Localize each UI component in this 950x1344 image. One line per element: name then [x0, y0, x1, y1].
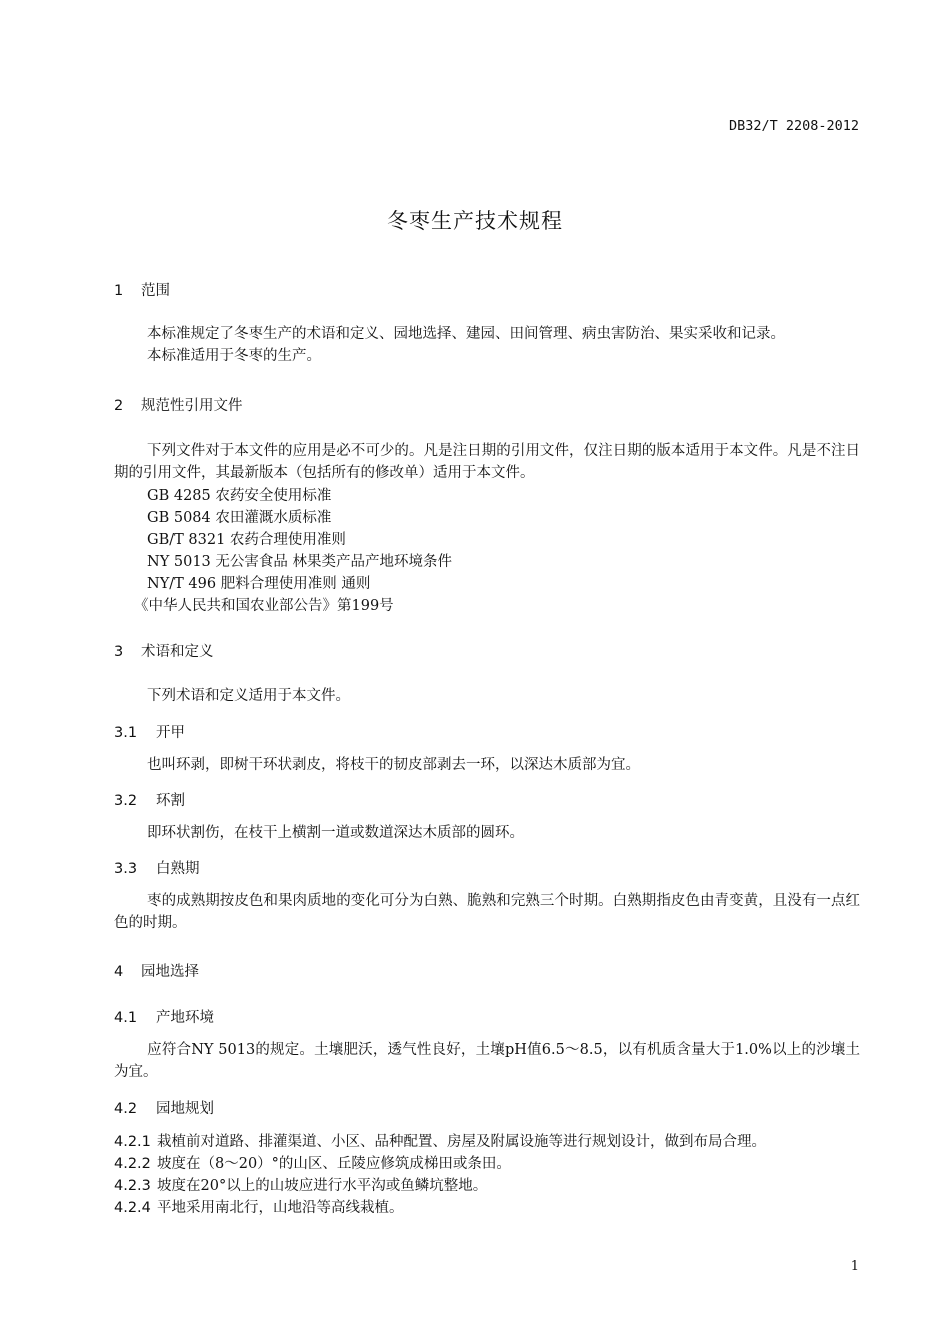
term-heading: 3.2 环割 — [114, 793, 185, 809]
reference-item: 《中华人民共和国农业部公告》第199号 — [134, 598, 394, 614]
paragraph: 本标准规定了冬枣生产的术语和定义、园地选择、建园、田间管理、病虫害防治、果实采收和记录。 — [147, 326, 785, 342]
page-number: 1 — [850, 1259, 859, 1274]
reference-item: GB 4285 农药安全使用标准 — [147, 488, 332, 504]
clause-heading: 4.2 园地规划 — [114, 1101, 214, 1117]
sub-clause: 4.2.2 坡度在（8～20）°的山区、丘陵应修筑成梯田或条田。 — [114, 1156, 511, 1172]
section-heading-1 — [114, 279, 170, 300]
reference-item: NY 5013 无公害食品 林果类产品产地环境条件 — [147, 554, 452, 570]
sub-clause: 4.2.3 坡度在20°以上的山坡应进行水平沟或鱼鳞坑整地。 — [114, 1178, 488, 1194]
section-heading-4 — [114, 960, 199, 981]
paragraph: 下列文件对于本文件的应用是必不可少的。凡是注日期的引用文件，仅注日期的版本适用于本文件。凡是不注日期的引用文件，其最新版本（包括所有的修改单）适用于本文件。 — [114, 443, 860, 481]
term-definition: 也叫环剥，即树干环状剥皮，将枝干的韧皮部剥去一环，以深达木质部为宜。 — [147, 757, 640, 773]
term-heading: 3.1 开甲 — [114, 725, 185, 741]
section-title: 范围 — [141, 283, 170, 299]
section-number: 4 — [114, 964, 124, 980]
sub-clause: 4.2.1 栽植前对道路、排灌渠道、小区、品种配置、房屋及附属设施等进行规划设计，做到布局合理。 — [114, 1134, 766, 1150]
document-code: DB32/T 2208-2012 — [728, 118, 859, 134]
paragraph: 应符合NY 5013的规定。土壤肥沃，透气性良好，土壤pH值6.5～8.5，以有机质含量大于1.0%以上的沙壤土为宜。 — [114, 1042, 860, 1080]
term-definition: 即环状割伤，在枝干上横割一道或数道深达木质部的圆环。 — [147, 825, 524, 841]
section-title: 术语和定义 — [141, 644, 214, 660]
paragraph: 下列术语和定义适用于本文件。 — [147, 688, 350, 704]
reference-item: GB 5084 农田灌溉水质标准 — [147, 510, 332, 526]
term-definition: 枣的成熟期按皮色和果肉质地的变化可分为白熟、脆熟和完熟三个时期。白熟期指皮色由青变黄，且没有一点红色的时期。 — [114, 893, 860, 931]
section-number: 2 — [114, 398, 124, 414]
clause-heading: 4.1 产地环境 — [114, 1010, 214, 1026]
sub-clause: 4.2.4 平地采用南北行，山地沿等高线栽植。 — [114, 1200, 404, 1216]
reference-item: NY/T 496 肥料合理使用准则 通则 — [147, 576, 371, 592]
document-title: 冬枣生产技术规程 — [387, 209, 563, 233]
term-heading: 3.3 白熟期 — [114, 861, 200, 877]
section-number: 1 — [114, 283, 124, 299]
section-title: 规范性引用文件 — [141, 398, 243, 414]
section-heading-3 — [114, 640, 214, 661]
section-number: 3 — [114, 644, 124, 660]
section-title: 园地选择 — [141, 964, 199, 980]
reference-item: GB/T 8321 农药合理使用准则 — [147, 532, 346, 548]
section-heading-2 — [114, 394, 243, 415]
paragraph: 本标准适用于冬枣的生产。 — [147, 348, 321, 364]
